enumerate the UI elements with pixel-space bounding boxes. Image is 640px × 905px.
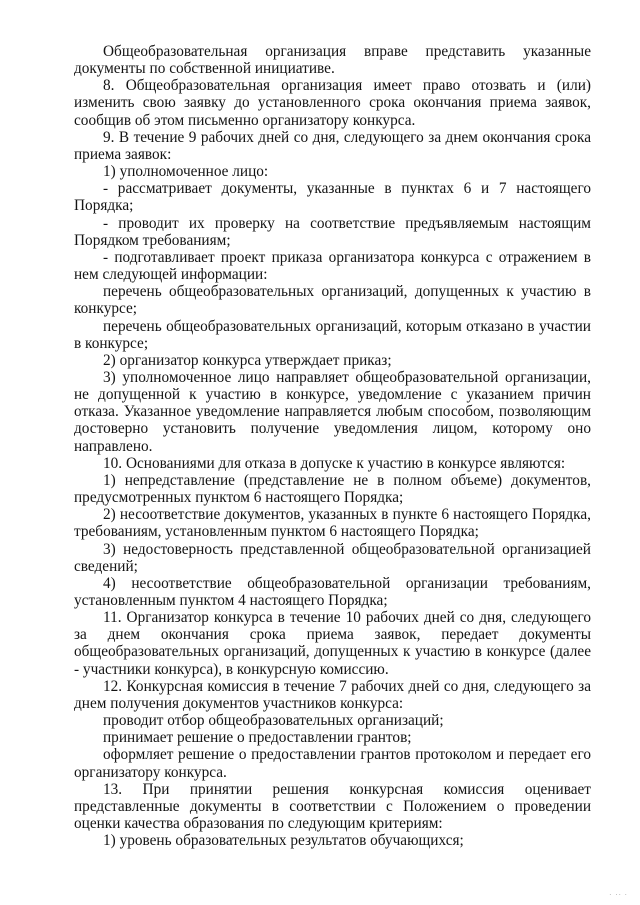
paragraph: - подготавливает проект приказа организатора конкурса с отражением в нем следующей информации: bbox=[74, 248, 591, 284]
paragraph: 1) уровень образовательных результатов обучающихся; bbox=[103, 832, 464, 850]
paragraph: 1) уполномоченное лицо: bbox=[103, 163, 269, 181]
paragraph: 1) непредставление (представление не в полном объеме) документов, предусмотренных пунктом 6 настоящего Порядка; bbox=[74, 471, 591, 507]
paragraph: 3) уполномоченное лицо направляет общеобразовательной организации, не допущенной к участию в конкурсе, уведомление с указанием причин отказа. Указанное уведомление направляется любым способом, позволяющим достоверно установить получение уведомления лицом, которому оно направлено. bbox=[74, 368, 591, 455]
paragraph: проводит отбор общеобразовательных организаций; bbox=[103, 712, 444, 730]
document-body bbox=[74, 43, 591, 849]
paragraph: 2) организатор конкурса утверждает приказ; bbox=[103, 351, 392, 369]
paragraph: - рассматривает документы, указанные в пунктах 6 и 7 настоящего Порядка; bbox=[74, 180, 591, 215]
paragraph: 2) несоответствие документов, указанных в пункте 6 настоящего Порядка, требованиям, установленным пунктом 6 настоящего Порядка; bbox=[74, 506, 591, 541]
paragraph: 13. При принятии решения конкурсная комиссия оценивает представленные документы в соответствии с Положением о проведении оценки качества образования по следующим критериям: bbox=[74, 780, 591, 833]
paragraph: 4) несоответствие общеобразовательной организации требованиям, установленным пунктом 4 настоящего Порядка; bbox=[74, 574, 591, 609]
paragraph: принимает решение о предоставлении грантов; bbox=[103, 729, 412, 747]
paragraph: перечень общеобразовательных организаций, которым отказано в участии в конкурсе; bbox=[74, 317, 591, 352]
paragraph: 8. Общеобразовательная организация имеет право отозвать и (или) изменить свою заявку до установленного срока окончания приема заявок, сообщив об этом письменно организатору конкурса. bbox=[74, 77, 591, 129]
paragraph: 3) недостоверность представленной общеобразовательной организацией сведений; bbox=[74, 540, 591, 575]
paragraph: перечень общеобразовательных организаций, допущенных к участию в конкурсе; bbox=[74, 283, 591, 318]
paragraph: 9. В течение 9 рабочих дней со дня, следующего за днем окончания срока приема заявок: bbox=[74, 128, 591, 163]
scan-artifact: · ·· · bbox=[609, 891, 628, 899]
paragraph: Общеобразовательная организация вправе представить указанные документы по собственной инициативе. bbox=[74, 43, 591, 78]
paragraph: - проводит их проверку на соответствие предъявляемым настоящим Порядком требованиям; bbox=[74, 214, 591, 249]
paragraph: 11. Организатор конкурса в течение 10 рабочих дней со дня, следующего за днем окончания срока приема заявок, передает документы общеобразовательных организаций, допущенных к участию в конкурсе (далее - участники конкурса), в конкурсную комиссию. bbox=[74, 609, 591, 678]
paragraph: 12. Конкурсная комиссия в течение 7 рабочих дней со дня, следующего за днем получения документов участников конкурса: bbox=[74, 677, 591, 712]
paragraph: 10. Основаниями для отказа в допуске к участию в конкурсе являются: bbox=[103, 454, 566, 472]
paragraph: оформляет решение о предоставлении грантов протоколом и передает его организатору конкурса. bbox=[74, 746, 591, 781]
